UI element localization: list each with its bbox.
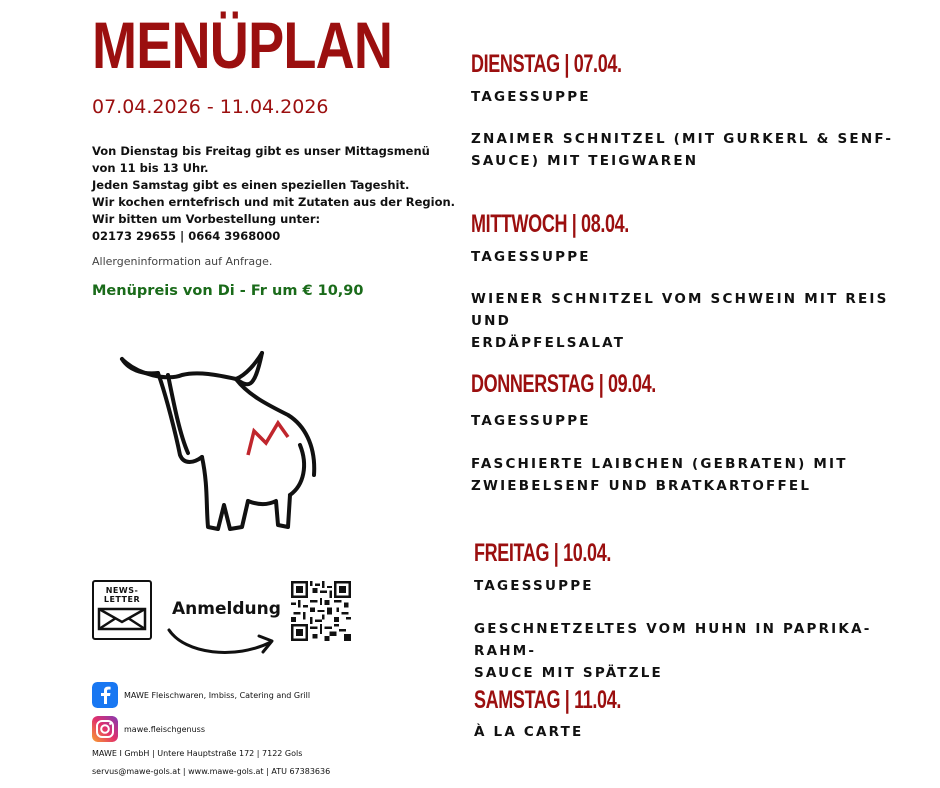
phone-numbers: 02173 29655 | 0664 3968000 xyxy=(92,229,281,243)
intro-line: Von Dienstag bis Freitag gibt es unser Mittagsmenü xyxy=(92,144,430,158)
newsletter-badge-line: NEWS- xyxy=(105,586,139,595)
newsletter-badge[interactable] xyxy=(92,580,152,640)
day-soup: TAGESSUPPE xyxy=(471,249,591,265)
instagram-handle[interactable]: mawe.fleischgenuss xyxy=(124,725,205,734)
company-address: MAWE I GmbH | Untere Hauptstraße 172 | 7122 Gols xyxy=(92,749,303,758)
intro-text xyxy=(92,143,456,245)
facebook-icon[interactable] xyxy=(92,682,118,708)
day-heading: SAMSTAG | 11.04. xyxy=(474,686,622,714)
logo-m-mark-icon xyxy=(248,423,288,455)
intro-line: von 11 bis 13 Uhr. xyxy=(92,161,209,175)
company-contact: servus@mawe-gols.at | www.mawe-gols.at | ATU 67383636 xyxy=(92,767,331,776)
day-main-dish xyxy=(474,618,924,684)
day-main-dish xyxy=(471,453,921,497)
date-range: 07.04.2026 - 11.04.2026 xyxy=(92,96,329,118)
envelope-icon xyxy=(97,607,147,631)
facebook-page-name[interactable]: MAWE Fleischwaren, Imbiss, Catering and Grill xyxy=(124,691,311,700)
bull-logo-icon xyxy=(118,345,328,535)
instagram-icon[interactable] xyxy=(92,716,118,742)
day-main-dish xyxy=(471,128,921,172)
intro-line: Wir kochen erntefrisch und mit Zutaten aus der Region. xyxy=(92,195,456,209)
day-heading: DIENSTAG | 07.04. xyxy=(471,50,622,78)
day-soup: TAGESSUPPE xyxy=(474,578,594,594)
intro-line: Wir bitten um Vorbestellung unter: xyxy=(92,212,321,226)
dish-line: ZNAIMER SCHNITZEL (MIT GURKERL & SENF- xyxy=(471,131,894,147)
arrow-icon xyxy=(165,624,280,660)
day-soup: TAGESSUPPE xyxy=(471,89,591,105)
dish-line: ERDÄPFELSALAT xyxy=(471,335,626,351)
qr-code-icon[interactable] xyxy=(291,581,351,641)
dish-line: SAUCE) MIT TEIGWAREN xyxy=(471,153,699,169)
dish-line: WIENER SCHNITZEL VOM SCHWEIN MIT REIS UND xyxy=(471,291,889,329)
dish-line: SAUCE MIT SPÄTZLE xyxy=(474,665,663,681)
menu-price: Menüpreis von Di - Fr um € 10,90 xyxy=(92,283,364,299)
day-heading: DONNERSTAG | 09.04. xyxy=(471,370,656,398)
day-heading: MITTWOCH | 08.04. xyxy=(471,210,629,238)
dish-line: GESCHNETZELTES VOM HUHN IN PAPRIKA-RAHM- xyxy=(474,621,872,659)
day-soup: À LA CARTE xyxy=(474,724,584,740)
day-heading: FREITAG | 10.04. xyxy=(474,539,611,567)
dish-line: FASCHIERTE LAIBCHEN (GEBRATEN) MIT xyxy=(471,456,848,472)
page-title: MENÜPLAN xyxy=(92,8,393,82)
allergen-note: Allergeninformation auf Anfrage. xyxy=(92,255,273,268)
dish-line: ZWIEBELSENF UND BRATKARTOFFEL xyxy=(471,478,812,494)
intro-line: Jeden Samstag gibt es einen speziellen Tageshit. xyxy=(92,178,410,192)
newsletter-badge-line: LETTER xyxy=(103,595,141,604)
day-main-dish xyxy=(471,288,921,354)
day-soup: TAGESSUPPE xyxy=(471,413,591,429)
newsletter-signup-label[interactable]: Anmeldung xyxy=(172,599,281,619)
